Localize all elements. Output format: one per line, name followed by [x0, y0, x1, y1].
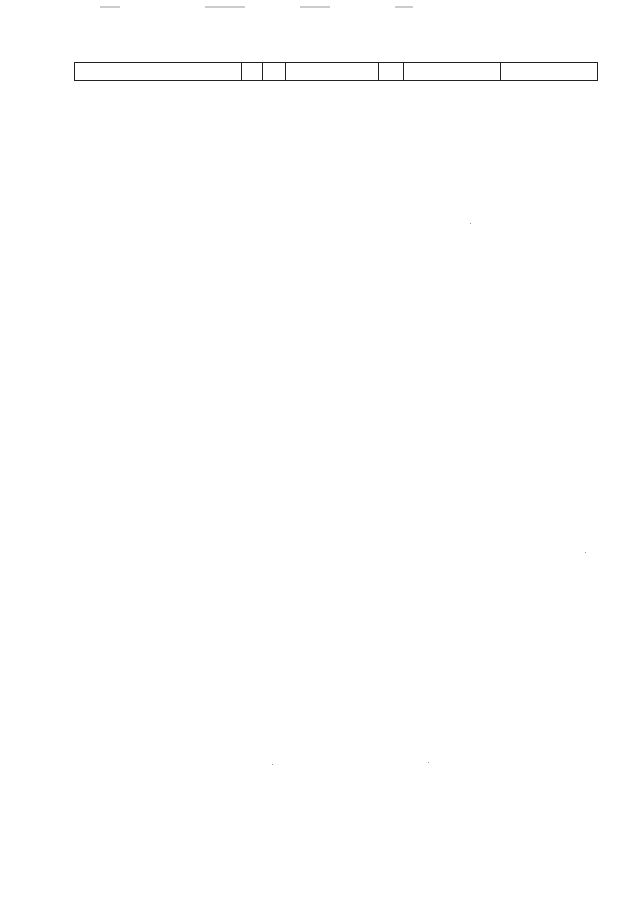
scan-speck [272, 764, 273, 765]
header-col-5 [379, 63, 404, 81]
header-col-4 [286, 63, 379, 81]
scan-noise [205, 6, 245, 8]
header-col-6 [404, 63, 501, 81]
header-col-7 [501, 63, 598, 81]
scan-noise [395, 6, 413, 8]
scan-speck [428, 762, 429, 763]
scan-noise [300, 6, 330, 8]
scan-speck [585, 552, 586, 553]
scan-noise [100, 6, 120, 8]
header-col-2 [242, 63, 263, 81]
header-col-3 [263, 63, 286, 81]
header-col-1 [75, 63, 242, 81]
column-header-row [74, 62, 598, 81]
scan-speck [470, 223, 471, 224]
